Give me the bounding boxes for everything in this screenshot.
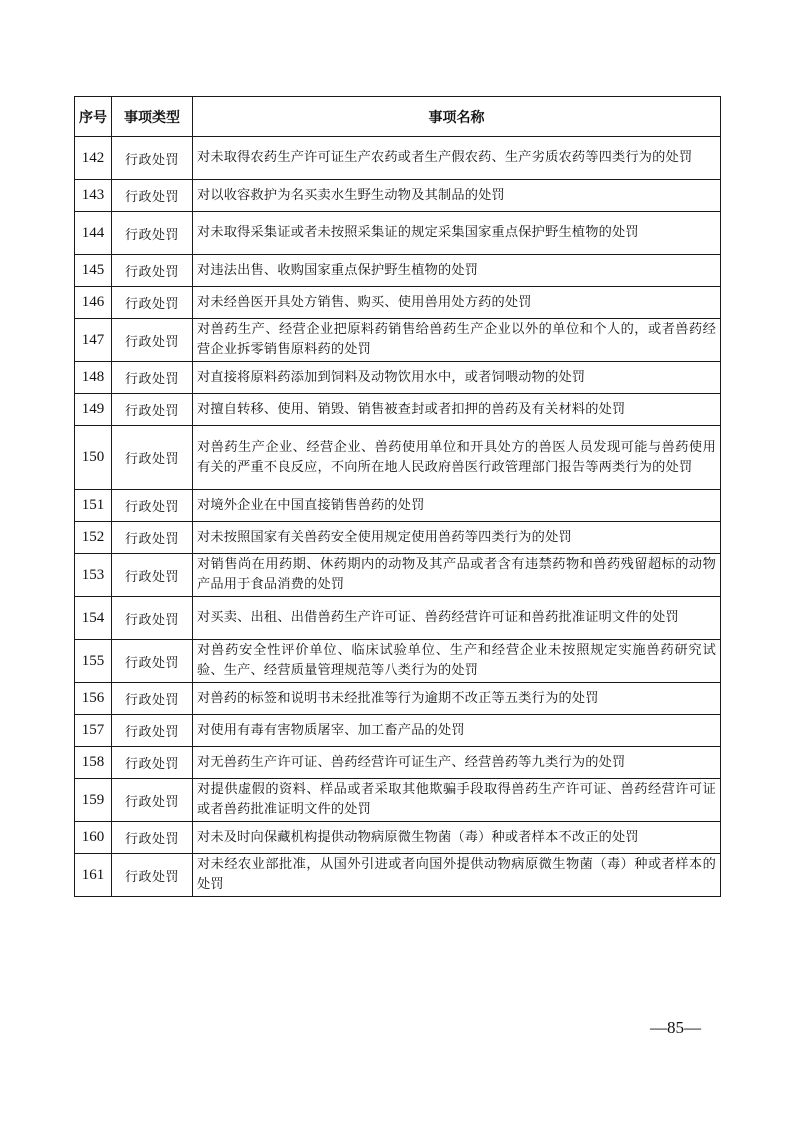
item-type: 行政处罚 [112, 640, 193, 683]
item-number: 158 [75, 747, 112, 779]
item-number: 145 [75, 255, 112, 287]
item-number: 160 [75, 822, 112, 854]
item-name: 对兽药生产企业、经营企业、兽药使用单位和开具处方的兽医人员发现可能与兽药使用有关的严重不良反应，不向所在地人民政府兽医行政管理部门报告等两类行为的处罚 [193, 426, 721, 490]
item-number: 153 [75, 554, 112, 597]
table-row [75, 426, 721, 490]
item-name: 对未及时向保藏机构提供动物病原微生物菌（毒）种或者样本不改正的处罚 [193, 822, 721, 854]
item-type: 行政处罚 [112, 683, 193, 715]
table-row [75, 362, 721, 394]
table-row [75, 394, 721, 426]
item-name: 对未经兽医开具处方销售、购买、使用兽用处方药的处罚 [193, 287, 721, 319]
item-type: 行政处罚 [112, 854, 193, 897]
table-row [75, 212, 721, 255]
item-number: 152 [75, 522, 112, 554]
table-row [75, 490, 721, 522]
table-row [75, 137, 721, 180]
table-row [75, 597, 721, 640]
item-name: 对买卖、出租、出借兽药生产许可证、兽药经营许可证和兽药批准证明文件的处罚 [193, 597, 721, 640]
item-type: 行政处罚 [112, 255, 193, 287]
items-table [74, 96, 721, 897]
page-number: —85— [650, 1018, 701, 1037]
item-number: 159 [75, 779, 112, 822]
item-type: 行政处罚 [112, 747, 193, 779]
item-number: 161 [75, 854, 112, 897]
table-row [75, 180, 721, 212]
item-type: 行政处罚 [112, 822, 193, 854]
item-type: 行政处罚 [112, 597, 193, 640]
item-number: 144 [75, 212, 112, 255]
item-number: 155 [75, 640, 112, 683]
item-name: 对以收容救护为名买卖水生野生动物及其制品的处罚 [193, 180, 721, 212]
item-type: 行政处罚 [112, 522, 193, 554]
item-name: 对境外企业在中国直接销售兽药的处罚 [193, 490, 721, 522]
item-number: 157 [75, 715, 112, 747]
item-type: 行政处罚 [112, 180, 193, 212]
item-number: 143 [75, 180, 112, 212]
table-row [75, 779, 721, 822]
item-name: 对兽药安全性评价单位、临床试验单位、生产和经营企业未按照规定实施兽药研究试验、生产、经营质量管理规范等八类行为的处罚 [193, 640, 721, 683]
table-row [75, 640, 721, 683]
item-name: 对销售尚在用药期、休药期内的动物及其产品或者含有违禁药物和兽药残留超标的动物产品用于食品消费的处罚 [193, 554, 721, 597]
table-row [75, 554, 721, 597]
table-row [75, 522, 721, 554]
item-number: 142 [75, 137, 112, 180]
item-number: 151 [75, 490, 112, 522]
table-row [75, 255, 721, 287]
table-row [75, 715, 721, 747]
item-type: 行政处罚 [112, 715, 193, 747]
item-number: 150 [75, 426, 112, 490]
item-name: 对未取得采集证或者未按照采集证的规定采集国家重点保护野生植物的处罚 [193, 212, 721, 255]
table-header-row [75, 97, 721, 137]
table-row [75, 287, 721, 319]
item-name: 对兽药生产、经营企业把原料药销售给兽药生产企业以外的单位和个人的，或者兽药经营企业拆零销售原料药的处罚 [193, 319, 721, 362]
table-row [75, 683, 721, 715]
item-name: 对兽药的标签和说明书未经批准等行为逾期不改正等五类行为的处罚 [193, 683, 721, 715]
table-row [75, 319, 721, 362]
table-row [75, 854, 721, 897]
item-name: 对使用有毒有害物质屠宰、加工畜产品的处罚 [193, 715, 721, 747]
item-number: 148 [75, 362, 112, 394]
header-name: 事项名称 [193, 97, 721, 137]
item-name: 对提供虚假的资料、样品或者采取其他欺骗手段取得兽药生产许可证、兽药经营许可证或者兽药批准证明文件的处罚 [193, 779, 721, 822]
item-name: 对未取得农药生产许可证生产农药或者生产假农药、生产劣质农药等四类行为的处罚 [193, 137, 721, 180]
table-row [75, 822, 721, 854]
item-number: 154 [75, 597, 112, 640]
item-type: 行政处罚 [112, 319, 193, 362]
item-type: 行政处罚 [112, 554, 193, 597]
item-name: 对违法出售、收购国家重点保护野生植物的处罚 [193, 255, 721, 287]
item-number: 156 [75, 683, 112, 715]
item-number: 146 [75, 287, 112, 319]
item-name: 对未经农业部批准，从国外引进或者向国外提供动物病原微生物菌（毒）种或者样本的处罚 [193, 854, 721, 897]
item-number: 149 [75, 394, 112, 426]
item-type: 行政处罚 [112, 287, 193, 319]
item-number: 147 [75, 319, 112, 362]
header-type: 事项类型 [112, 97, 193, 137]
item-name: 对无兽药生产许可证、兽药经营许可证生产、经营兽药等九类行为的处罚 [193, 747, 721, 779]
item-name: 对擅自转移、使用、销毁、销售被查封或者扣押的兽药及有关材料的处罚 [193, 394, 721, 426]
item-type: 行政处罚 [112, 394, 193, 426]
item-type: 行政处罚 [112, 137, 193, 180]
item-name: 对直接将原料药添加到饲料及动物饮用水中，或者饲喂动物的处罚 [193, 362, 721, 394]
item-type: 行政处罚 [112, 212, 193, 255]
table-row [75, 747, 721, 779]
item-type: 行政处罚 [112, 779, 193, 822]
item-type: 行政处罚 [112, 362, 193, 394]
item-name: 对未按照国家有关兽药安全使用规定使用兽药等四类行为的处罚 [193, 522, 721, 554]
item-type: 行政处罚 [112, 490, 193, 522]
header-number: 序号 [75, 97, 112, 137]
item-type: 行政处罚 [112, 426, 193, 490]
